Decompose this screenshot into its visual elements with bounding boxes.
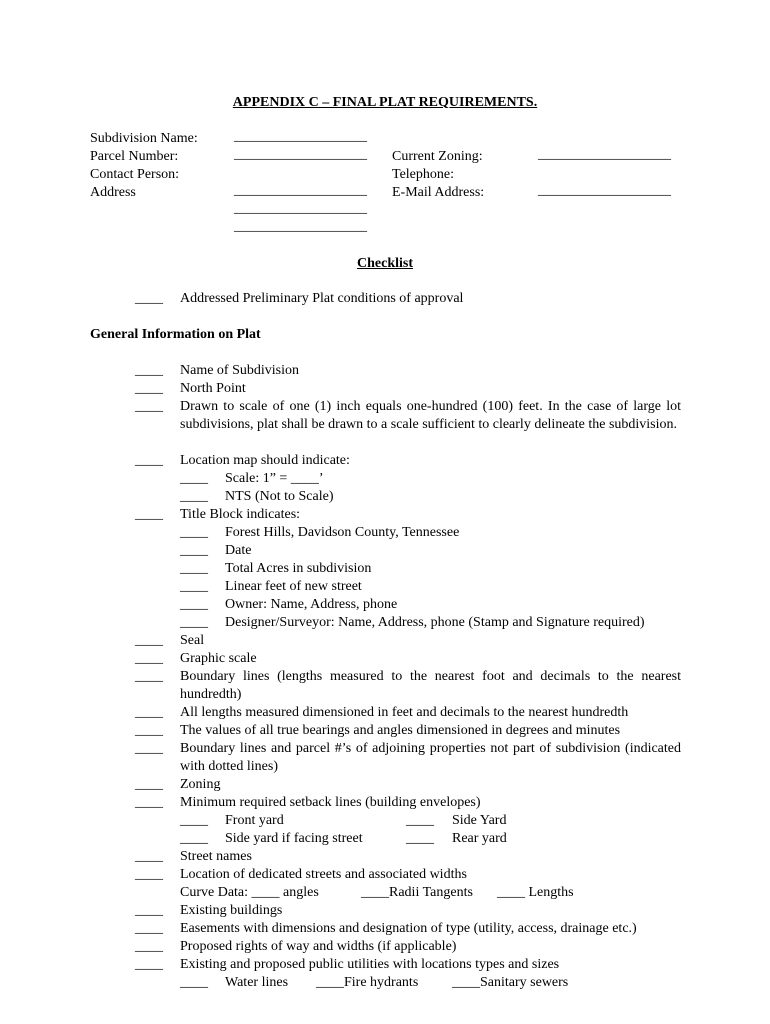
item-location-scale: Scale: 1” = ____’ [225, 471, 324, 486]
check-blank[interactable]: ____ [135, 399, 163, 414]
item-tb-forest-hills: Forest Hills, Davidson County, Tennessee [225, 525, 460, 540]
telephone-label: Telephone: [392, 167, 454, 182]
address-blank-3[interactable]: ___________________ [234, 219, 367, 234]
parcel-number-label: Parcel Number: [90, 149, 179, 164]
item-location-map: Location map should indicate: [180, 453, 350, 468]
email-blank[interactable]: ___________________ [538, 183, 671, 198]
check-blank[interactable]: ____ [135, 651, 163, 666]
item-rights-of-way: Proposed rights of way and widths (if applicable) [180, 939, 457, 954]
sanitary-sewers-label: Sanitary sewers [480, 975, 569, 990]
item-adjoining-properties: Boundary lines and parcel #’s of adjoining properties not part of subdivision (indicated with dotted lines) [180, 741, 681, 774]
checklist-heading: Checklist [357, 256, 413, 271]
curve-angles: angles [279, 885, 319, 900]
address-blank-2[interactable]: ___________________ [234, 201, 367, 216]
check-blank[interactable]: ____ [180, 489, 208, 504]
item-tb-designer: Designer/Surveyor: Name, Address, phone (Stamp and Signature required) [225, 615, 645, 630]
current-zoning-blank[interactable]: ___________________ [538, 147, 671, 162]
check-blank[interactable]: ____ [135, 795, 163, 810]
item-water-lines: Water lines [225, 975, 289, 990]
check-blank[interactable]: ____ [406, 831, 434, 846]
item-side-yard: Side Yard [452, 813, 507, 828]
check-blank[interactable]: ____ [180, 525, 208, 540]
check-blank[interactable]: ____ [180, 597, 208, 612]
subdivision-name-label: Subdivision Name: [90, 131, 198, 146]
item-title-block: Title Block indicates: [180, 507, 301, 522]
check-blank[interactable]: ____ [135, 453, 163, 468]
item-boundary-lines: Boundary lines (lengths measured to the nearest foot and decimals to the nearest hundredth) [180, 669, 681, 702]
curve-lengths: Lengths [525, 885, 574, 900]
item-front-yard: Front yard [225, 813, 284, 828]
item-street-names: Street names [180, 849, 252, 864]
general-heading: General Information on Plat [90, 327, 261, 342]
item-north-point: North Point [180, 381, 246, 396]
check-blank[interactable]: ____ [135, 957, 163, 972]
item-dedicated-streets: Location of dedicated streets and associated widths [180, 867, 467, 882]
check-blank[interactable]: ____ [135, 507, 163, 522]
check-blank[interactable]: ____ [180, 975, 208, 990]
check-blank[interactable]: ____ [135, 705, 163, 720]
check-blank[interactable]: ____ [135, 723, 163, 738]
check-blank[interactable]: ____ [135, 777, 163, 792]
check-blank[interactable]: ____ [135, 633, 163, 648]
check-blank[interactable]: ____ [135, 291, 163, 306]
address-label: Address [90, 185, 136, 200]
item-curve-radii [361, 884, 473, 902]
check-blank[interactable]: ____ [180, 615, 208, 630]
check-blank[interactable]: ____ [180, 813, 208, 828]
item-seal: Seal [180, 633, 205, 648]
check-blank[interactable]: ____ [135, 669, 163, 684]
item-setback-lines: Minimum required setback lines (building envelopes) [180, 795, 481, 810]
check-blank[interactable]: ____ [135, 903, 163, 918]
check-blank[interactable]: ____ [316, 975, 344, 990]
check-blank[interactable]: ____ [406, 813, 434, 828]
item-drawn-to-scale: Drawn to scale of one (1) inch equals one-hundred (100) feet. In the case of large lot subdivisions, plat shall be drawn to a scale sufficient to clearly delineate the subdivision. [180, 399, 681, 432]
item-name-of-subdivision: Name of Subdivision [180, 363, 299, 378]
check-blank[interactable]: ____ [361, 885, 389, 900]
check-blank[interactable]: ____ [135, 921, 163, 936]
item-sanitary-sewers [452, 974, 568, 992]
parcel-number-blank[interactable]: ___________________ [234, 147, 367, 162]
item-curve-data [180, 884, 319, 902]
email-label: E-Mail Address: [392, 185, 485, 200]
check-blank[interactable]: ____ [135, 741, 163, 756]
contact-person-label: Contact Person: [90, 167, 180, 182]
item-tb-date: Date [225, 543, 252, 558]
subdivision-name-blank[interactable]: ___________________ [234, 129, 367, 144]
curve-radii-tangents: Radii Tangents [389, 885, 473, 900]
item-side-yard-facing-street: Side yard if facing street [225, 831, 363, 846]
fire-hydrants-label: Fire hydrants [344, 975, 419, 990]
item-location-nts: NTS (Not to Scale) [225, 489, 334, 504]
current-zoning-label: Current Zoning: [392, 149, 483, 164]
item-tb-linear-feet: Linear feet of new street [225, 579, 362, 594]
check-blank[interactable]: ____ [135, 381, 163, 396]
item-tb-total-acres: Total Acres in subdivision [225, 561, 372, 576]
check-blank[interactable]: ____ [135, 867, 163, 882]
address-blank-1[interactable]: ___________________ [234, 183, 367, 198]
item-fire-hydrants [316, 974, 418, 992]
item-easements: Easements with dimensions and designation of type (utility, access, drainage etc.) [180, 921, 637, 936]
check-blank[interactable]: ____ [180, 831, 208, 846]
item-tb-owner: Owner: Name, Address, phone [225, 597, 398, 612]
item-prelim: Addressed Preliminary Plat conditions of approval [180, 291, 464, 306]
check-blank[interactable]: ____ [251, 885, 280, 900]
check-blank[interactable]: ____ [180, 471, 208, 486]
item-graphic-scale: Graphic scale [180, 651, 257, 666]
check-blank[interactable]: ____ [180, 561, 208, 576]
item-rear-yard: Rear yard [452, 831, 507, 846]
check-blank[interactable]: ____ [180, 543, 208, 558]
item-curve-lengths [497, 884, 574, 902]
curve-data-label: Curve Data: [180, 885, 252, 900]
check-blank[interactable]: ____ [497, 885, 525, 900]
page-title: APPENDIX C – FINAL PLAT REQUIREMENTS. [232, 95, 538, 110]
item-bearings: The values of all true bearings and angles dimensioned in degrees and minutes [180, 723, 621, 738]
item-existing-buildings: Existing buildings [180, 903, 283, 918]
check-blank[interactable]: ____ [180, 579, 208, 594]
item-public-utilities: Existing and proposed public utilities with locations types and sizes [180, 957, 560, 972]
check-blank[interactable]: ____ [452, 975, 480, 990]
check-blank[interactable]: ____ [135, 363, 163, 378]
check-blank[interactable]: ____ [135, 939, 163, 954]
check-blank[interactable]: ____ [135, 849, 163, 864]
item-all-lengths: All lengths measured dimensioned in feet and decimals to the nearest hundredth [180, 705, 629, 720]
item-zoning: Zoning [180, 777, 221, 792]
